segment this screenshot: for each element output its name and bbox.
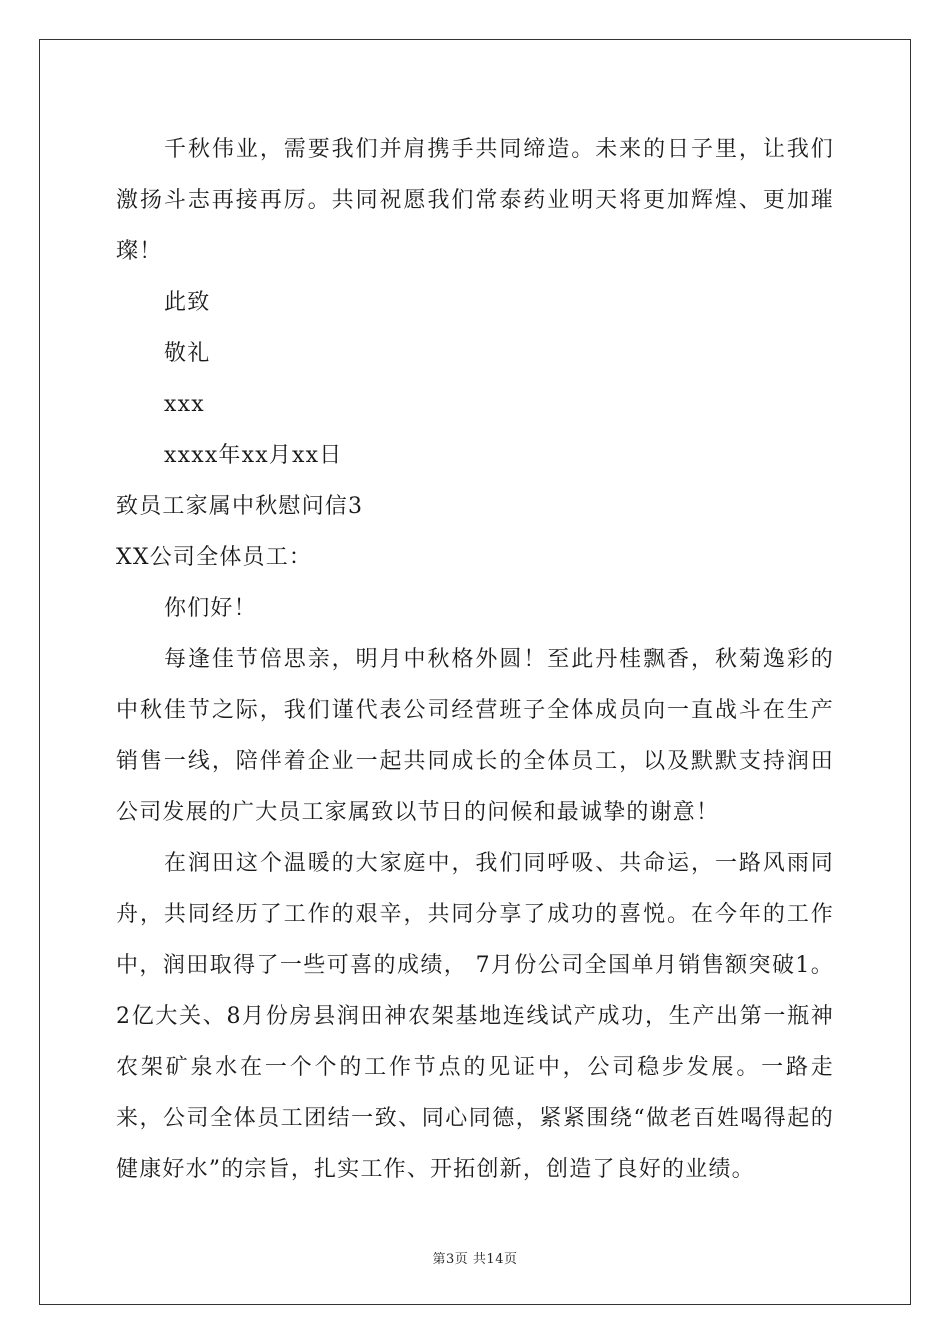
paragraph-closing-wishes: 千秋伟业，需要我们并肩携手共同缔造。未来的日子里，让我们激扬斗志再接再厉。共同祝愿我们常泰药业明天将更加辉煌、更加璀璨！ [116, 137, 834, 264]
closing-line-1: 此致 [164, 290, 211, 315]
document-body [116, 124, 834, 1195]
signature: xxx [164, 392, 205, 417]
paragraph-holiday-greeting: 每逢佳节倍思亲，明月中秋格外圆！至此丹桂飘香，秋菊逸彩的中秋佳节之际，我们谨代表公司经营班子全体成员向一直战斗在生产销售一线，陪伴着企业一起共同成长的全体员工，以及默默支持润田公司发展的广大员工家属致以节日的问候和最诚挚的谢意！ [116, 647, 834, 825]
letter-date: xxxx年xx月xx日 [164, 443, 343, 468]
closing-line-2: 敬礼 [164, 341, 211, 366]
salutation: XX公司全体员工： [116, 545, 313, 570]
paragraph-company-achievements: 在润田这个温暖的大家庭中，我们同呼吸、共命运，一路风雨同舟，共同经历了工作的艰辛，共同分享了成功的喜悦。在今年的工作中，润田取得了一些可喜的成绩， 7月份公司全国单月销售额突破1。2亿大关、8月份房县润田神农架基地连线试产成功，生产出第一瓶神农架矿泉水在一个个的工作节点的见证中，公司稳步发展。一路走来，公司全体员工团结一致、同心同德，紧紧围绕“做老百姓喝得起的健康好水”的宗旨，扎实工作、开拓创新，创造了良好的业绩。 [116, 851, 834, 1182]
page-footer: 第3页 共14页 [432, 1252, 518, 1267]
greeting: 你们好！ [164, 596, 257, 621]
letter-title: 致员工家属中秋慰问信3 [116, 494, 364, 519]
